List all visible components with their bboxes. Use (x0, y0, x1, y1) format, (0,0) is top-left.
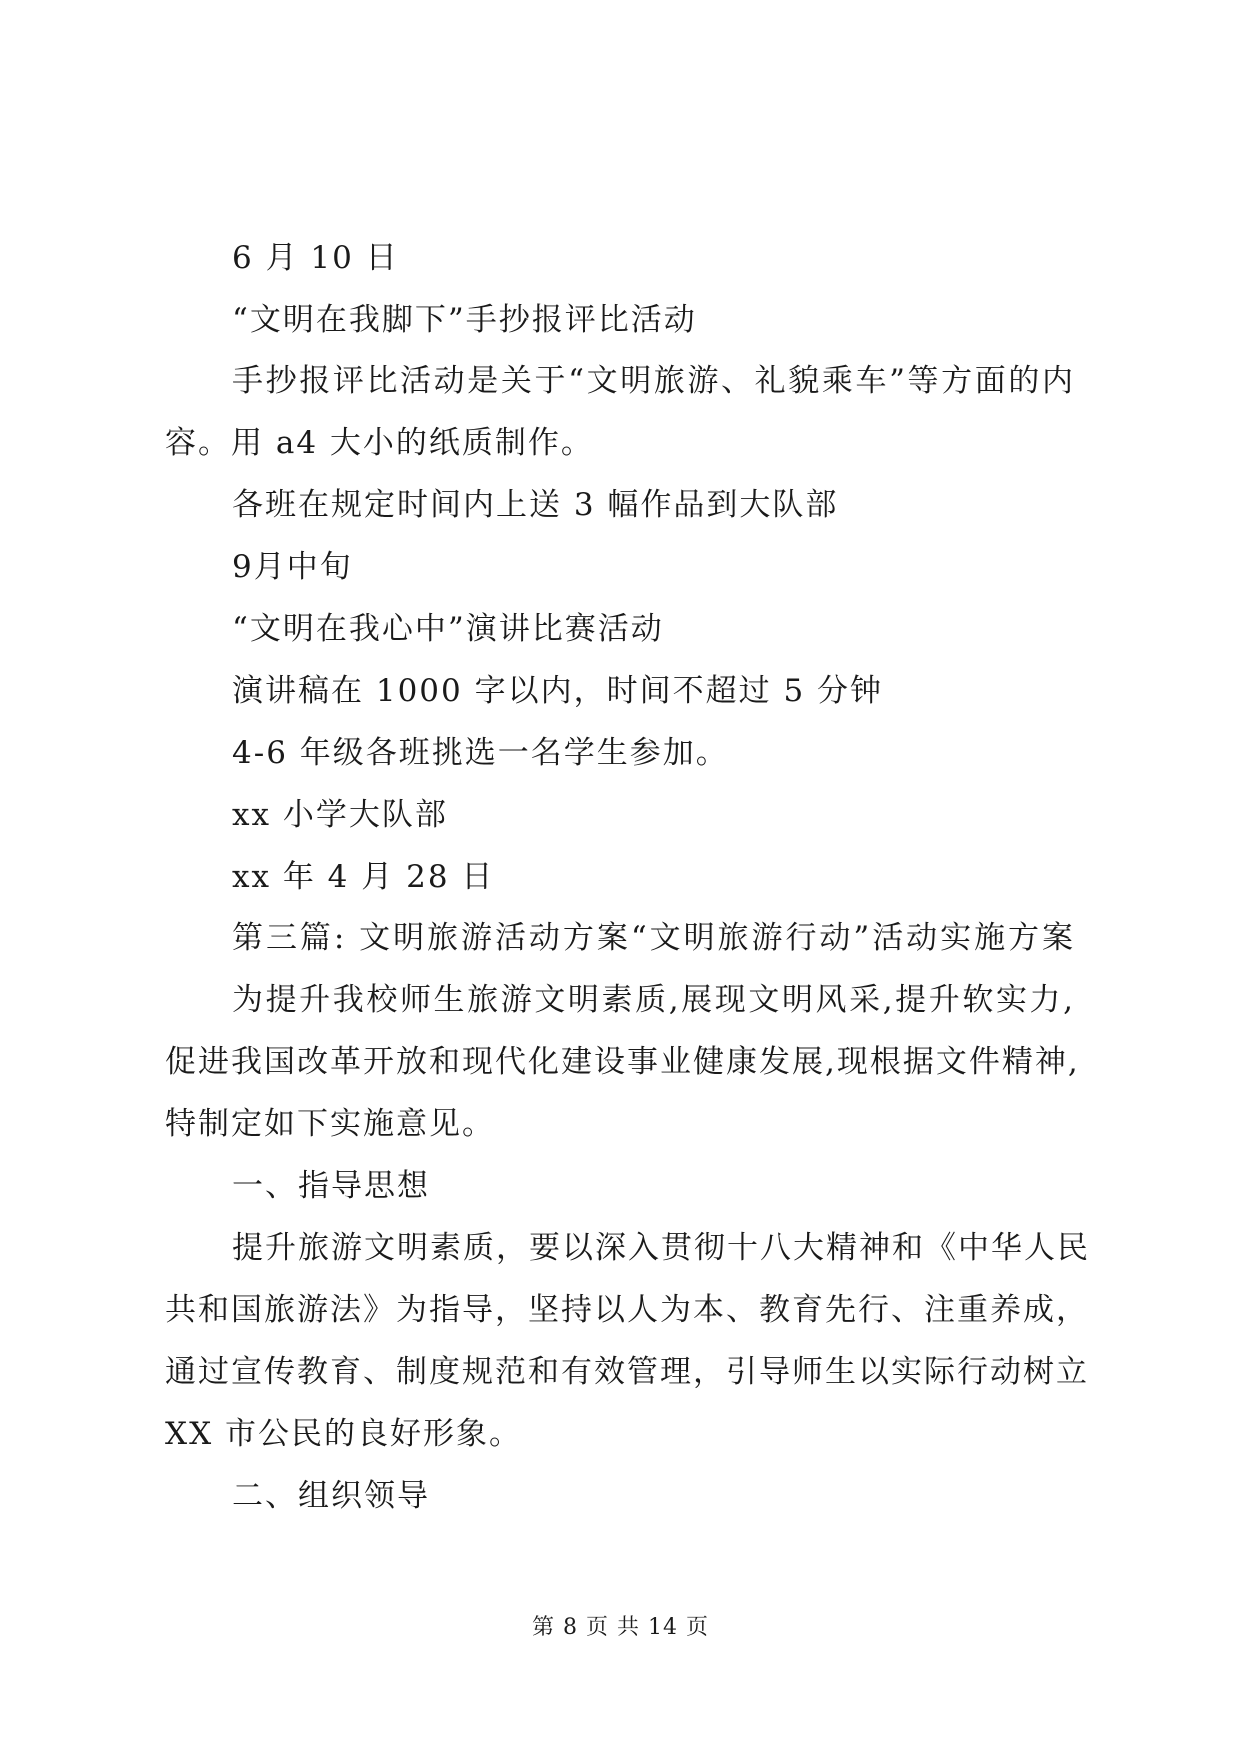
date-line: 6 月 10 日 (232, 240, 399, 276)
paragraph-line: 为提升我校师生旅游文明素质,展现文明风采,提升软实力, (232, 982, 1075, 1018)
subsection-heading: 一、指导思想 (232, 1168, 430, 1204)
section-heading: 第三篇: 文明旅游活动方案“文明旅游行动”活动实施方案 (232, 920, 1075, 956)
signature-org: xx 小学大队部 (232, 797, 448, 833)
activity-title: “文明在我脚下”手抄报评比活动 (232, 302, 697, 338)
paragraph-line: XX 市公民的良好形象。 (165, 1416, 522, 1452)
paragraph-line: 演讲稿在 1000 字以内，时间不超过 5 分钟 (232, 673, 884, 709)
paragraph-line: 共和国旅游法》为指导，坚持以人为本、教育先行、注重养成， (165, 1292, 1089, 1328)
date-line: 9月中旬 (232, 549, 353, 585)
paragraph-line: 特制定如下实施意见。 (165, 1106, 495, 1142)
paragraph-line: 提升旅游文明素质，要以深入贯彻十八大精神和《中华人民 (232, 1230, 1090, 1266)
activity-title: “文明在我心中”演讲比赛活动 (232, 611, 664, 647)
paragraph-line: 通过宣传教育、制度规范和有效管理，引导师生以实际行动树立 (165, 1354, 1089, 1390)
paragraph-line: 4-6 年级各班挑选一名学生参加。 (232, 735, 729, 771)
paragraph-line: 容。用 a4 大小的纸质制作。 (165, 425, 594, 461)
page-number-footer: 第 8 页 共 14 页 (532, 1615, 709, 1640)
paragraph-line: 各班在规定时间内上送 3 幅作品到大队部 (232, 487, 839, 523)
subsection-heading: 二、组织领导 (232, 1478, 430, 1514)
paragraph-line: 促进我国改革开放和现代化建设事业健康发展,现根据文件精神, (165, 1044, 1080, 1080)
paragraph-line: 手抄报评比活动是关于“文明旅游、礼貌乘车”等方面的内 (232, 363, 1075, 399)
signature-date: xx 年 4 月 28 日 (232, 859, 495, 895)
